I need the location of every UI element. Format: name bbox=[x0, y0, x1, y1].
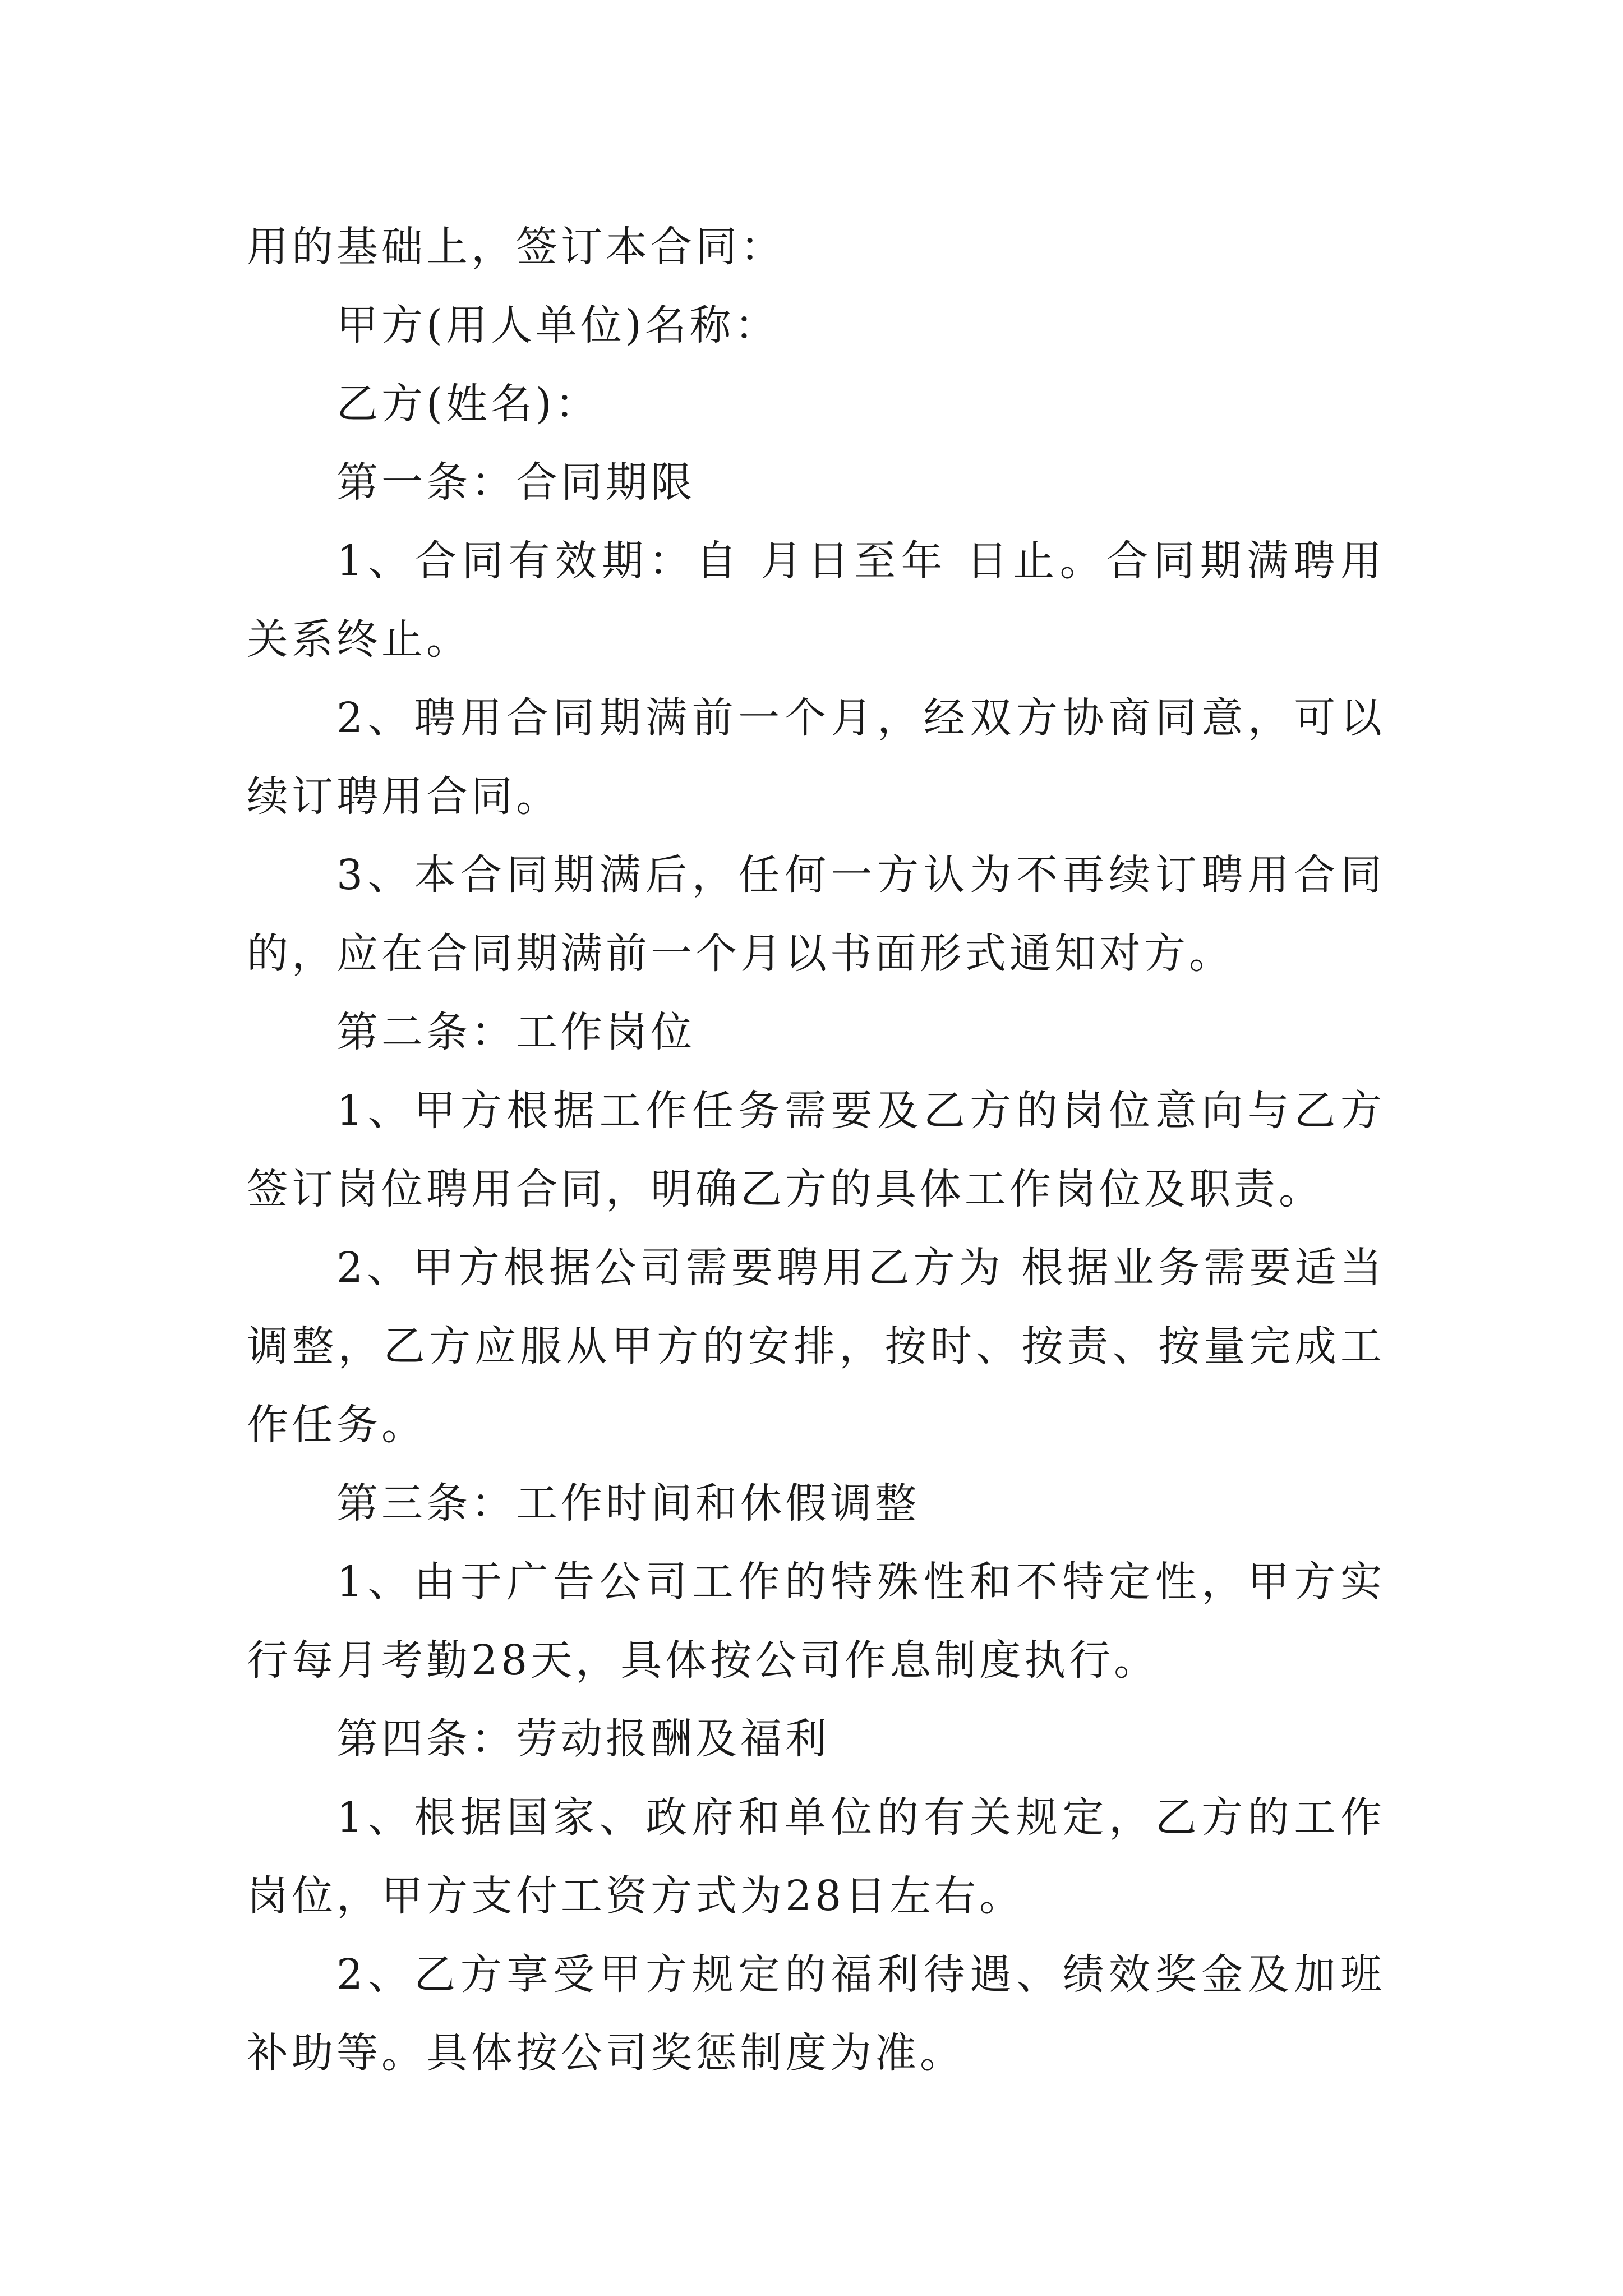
article-2-heading: 第二条：工作岗位 bbox=[336, 1008, 695, 1056]
article-1-clause-1: 1、合同有效期：自 月日至年 日止。合同期满聘用关系终止。 bbox=[247, 537, 1385, 664]
document-body bbox=[247, 208, 1385, 2092]
article-2-clause-2: 2、甲方根据公司需要聘用乙方为 根据业务需要适当调整，乙方应服从甲方的安排，按时、按责、按量完成工作任务。 bbox=[247, 1244, 1385, 1449]
article-3-heading: 第三条：工作时间和休假调整 bbox=[336, 1479, 920, 1527]
article-3-clause-1: 1、由于广告公司工作的特殊性和不特定性，甲方实行每月考勤28天，具体按公司作息制度执行。 bbox=[247, 1558, 1385, 1685]
article-4-clause-1: 1、根据国家、政府和单位的有关规定，乙方的工作岗位，甲方支付工资方式为28日左右。 bbox=[247, 1793, 1385, 1920]
article-1-heading: 第一条：合同期限 bbox=[336, 458, 695, 507]
article-1-clause-3: 3、本合同期满后，任何一方认为不再续订聘用合同的，应在合同期满前一个月以书面形式通知对方。 bbox=[247, 851, 1385, 978]
article-1-clause-2: 2、聘用合同期满前一个月，经双方协商同意，可以续订聘用合同。 bbox=[247, 694, 1385, 821]
party-b-name-line: 乙方(姓名)： bbox=[336, 380, 600, 428]
article-4-clause-2: 2、乙方享受甲方规定的福利待遇、绩效奖金及加班补助等。具体按公司奖惩制度为准。 bbox=[247, 1950, 1385, 2077]
paragraph-continuation: 用的基础上，签订本合同： bbox=[247, 223, 785, 271]
article-2-clause-1: 1、甲方根据工作任务需要及乙方的岗位意向与乙方签订岗位聘用合同，明确乙方的具体工作岗位及职责。 bbox=[247, 1087, 1385, 1213]
article-4-heading: 第四条：劳动报酬及福利 bbox=[336, 1715, 830, 1763]
party-a-name-line: 甲方(用人单位)名称： bbox=[336, 301, 780, 349]
